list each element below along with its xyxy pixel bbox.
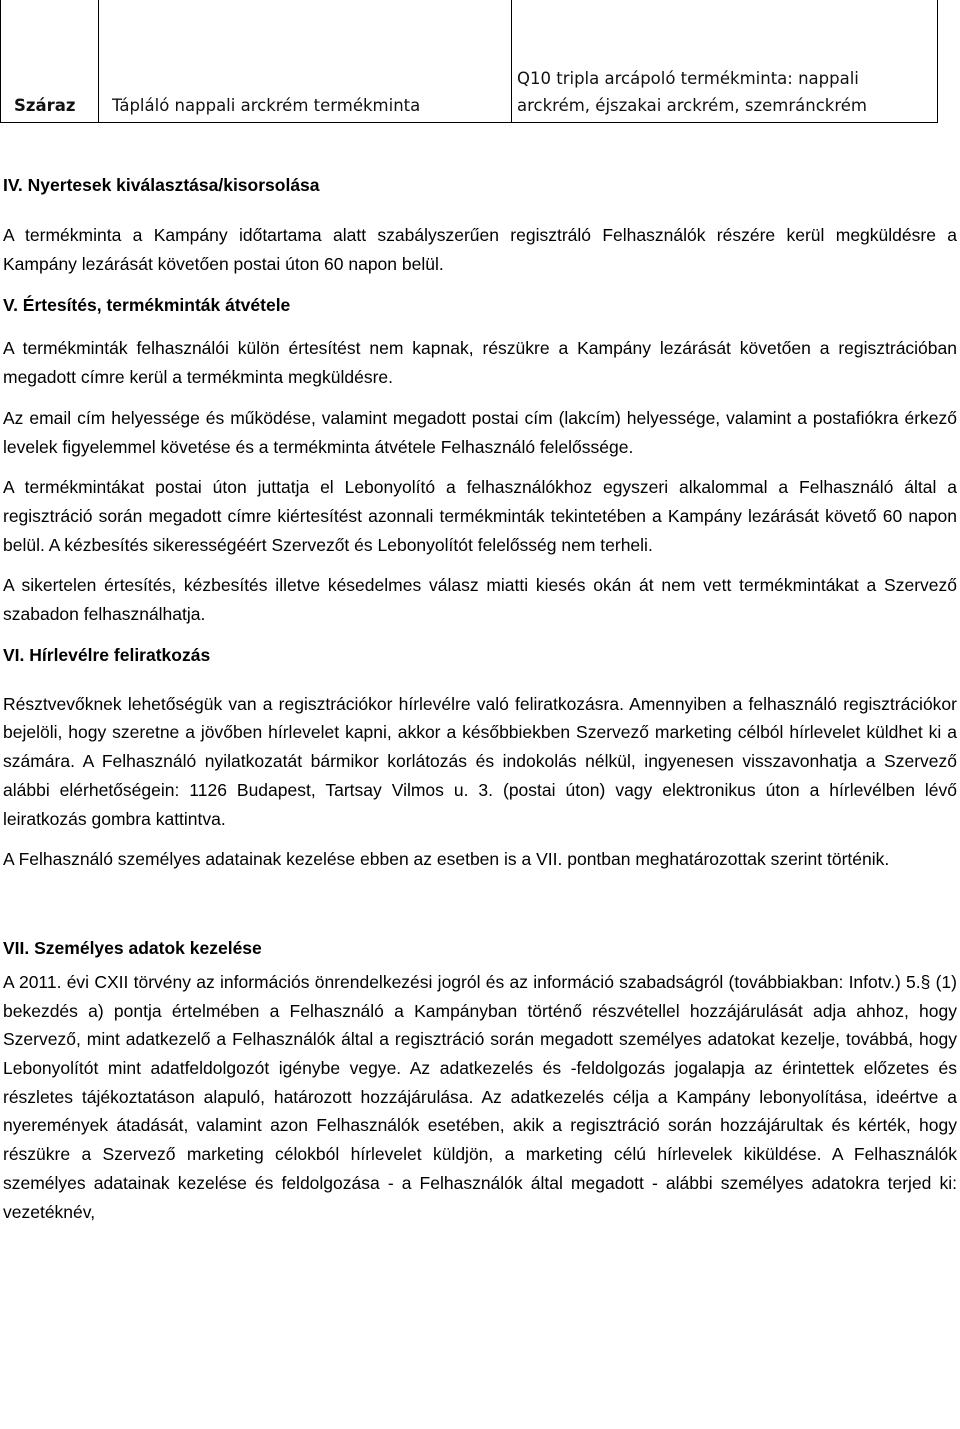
section-heading-v: V. Értesítés, termékminták átvétele <box>3 295 291 316</box>
section-heading-iv: IV. Nyertesek kiválasztása/kisorsolása <box>3 175 320 195</box>
table-cell-product: Tápláló nappali arckrém termékminta <box>112 96 421 115</box>
paragraph-v-2: Az email cím helyessége és működése, valamint megadott postai cím (lakcím) helyessége, valamint a postafiókra érkező levelek figyelemmel követése és a termékminta átvétele Felhasználó felelőssége. <box>3 407 957 457</box>
table-border-right <box>937 0 938 122</box>
paragraph-vi-2: A Felhasználó személyes adatainak kezelése ebben az esetben is a VII. pontban meghatározottak szerint történik. <box>3 849 890 870</box>
paragraph-v-4: A sikertelen értesítés, kézbesítés illetve késedelmes válasz miatti kiesés okán át nem vett termékmintákat a Szervező szabadon felhasználhatja. <box>3 575 957 625</box>
paragraph-vi-1: Résztvevőknek lehetőségük van a regisztrációkor hírlevélre való feliratkozásra. Amennyiben a felhasználó regisztrációkor bejelöli, hogy szeretne a jövőben hírlevelet kapni, akkor a későbbiekben Szervező marketing célból hírlevelet küldhet ki a számára. A Felhasználó nyilatkozatát bármikor korlátozás és indokolás nélkül, ingyenesen visszavonhatja a Szervező alábbi elérhetőségein: 1126 Budapest, Tartsay Vilmos u. 3. (postai úton) vagy elektronikus úton a hírlevélben lévő leiratkozás gombra kattintva. <box>3 693 957 829</box>
document-body <box>3 172 957 1226</box>
paragraph-v-1: A termékminták felhasználói külön értesítést nem kapnak, részükre a Kampány lezárását követően a regisztrációban megadott címre kerül a termékminta megküldésre. <box>3 338 957 388</box>
section-heading-vi: VI. Hírlevélre feliratkozás <box>3 644 211 665</box>
table-divider-1 <box>98 0 99 122</box>
section-heading-vii: VII. Személyes adatok kezelése <box>3 937 262 958</box>
table-border-left <box>0 0 1 122</box>
product-table <box>0 0 938 123</box>
table-cell-skin-type: Száraz <box>14 96 76 115</box>
paragraph-v-3: A termékmintákat postai úton juttatja el Lebonyolító a felhasználókhoz egyszeri alkalommal a Felhasználó által a regisztráció során megadott címre kiértesítést azonnali termékminták tekintetében a Kampány lezárását követő 60 napon belül. A kézbesítés sikerességéért Szervezőt és Lebonyolítót felelősség nem terheli. <box>3 477 957 555</box>
paragraph-vii-1: A 2011. évi CXII törvény az információs önrendelkezési jogról és az információ szabadságról (továbbiakban: Infotv.) 5.§ (1) bekezdés a) pontja értelmében a Felhasználó a Kampányban történő részvétellel hozzájárulását adja ahhoz, hogy Szervező, mint adatkezelő a Felhasználók által a regisztráció során megadott személyes adatokat kezelje, továbbá, hogy Lebonyolítót mint adatfeldolgozót igénybe vegye. Az adatkezelés és -feldolgozás jogalapja az érintettek előzetes és részletes tájékoztatáson alapuló, határozott hozzájárulása. Az adatkezelés célja a Kampány lebonyolítása, ideértve a nyeremények átadását, valamint azon Felhasználók esetében, akik a regisztráció során hozzájárultak és kérték, hogy részükre a Szervező marketing célokból hírlevelet küldjön, a marketing célú hírlevelek kiküldése. A Felhasználók személyes adatainak kezelése és feldolgozása - a Felhasználók által megadott - alábbi személyes adatokra terjed ki: vezetéknév, <box>3 971 957 1222</box>
table-divider-2 <box>511 0 512 122</box>
table-cell-product-set: Q10 tripla arcápoló termékminta: nappali arckrém, éjszakai arckrém, szemránckrém <box>517 69 868 115</box>
paragraph-iv-1: A termékminta a Kampány időtartama alatt szabályszerűen regisztráló Felhasználók részére kerül megküldésre a Kampány lezárását követően postai úton 60 napon belül. <box>3 225 957 274</box>
